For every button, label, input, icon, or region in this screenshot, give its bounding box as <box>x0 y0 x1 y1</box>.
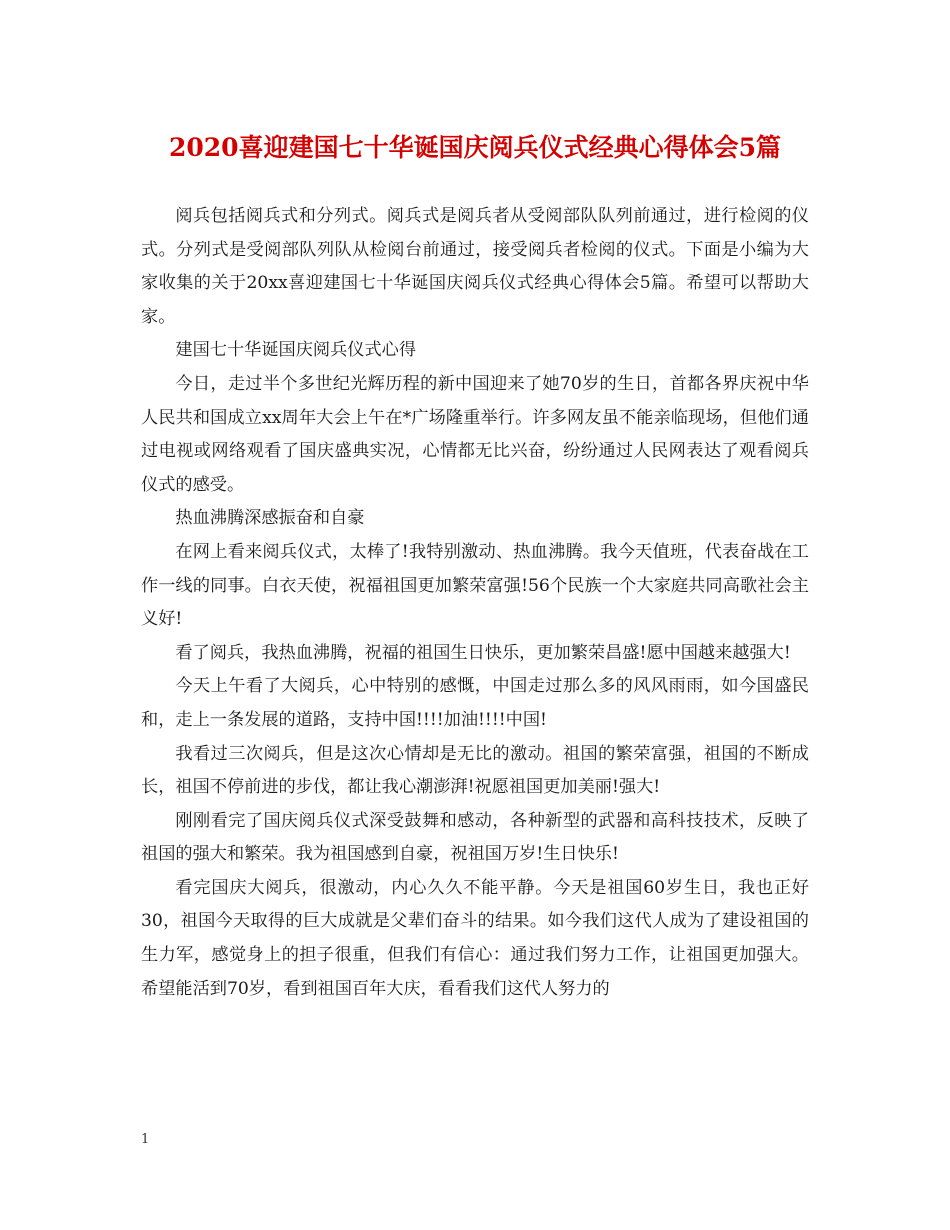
document-title: 2020喜迎建国七十华诞国庆阅兵仪式经典心得体会5篇 <box>169 133 781 162</box>
paragraph: 今日，走过半个多世纪光辉历程的新中国迎来了她70岁的生日，首都各界庆祝中华人民共和国成立xx周年大会上午在*广场隆重举行。许多网友虽不能亲临现场，但他们通过电视或网络观看了国庆盛典实况，心情都无比兴奋，纷纷通过人民网表达了观看阅兵仪式的感受。 <box>141 373 809 495</box>
page-number: 1 <box>141 1132 150 1147</box>
paragraph: 我看过三次阅兵，但是这次心情却是无比的激动。祖国的繁荣富强，祖国的不断成长，祖国不停前进的步伐，都让我心潮澎湃!祝愿祖国更加美丽!强大! <box>141 743 809 798</box>
document-body <box>141 200 809 1006</box>
paragraph: 阅兵包括阅兵式和分列式。阅兵式是阅兵者从受阅部队队列前通过，进行检阅的仪式。分列式是受阅部队列队从检阅台前通过，接受阅兵者检阅的仪式。下面是小编为大家收集的关于20xx喜迎建国七十华诞国庆阅兵仪式经典心得体会5篇。希望可以帮助大家。 <box>141 206 809 327</box>
paragraph: 在网上看来阅兵仪式，太棒了!我特别激动、热血沸腾。我今天值班，代表奋战在工作一线的同事。白衣天使，祝福祖国更加繁荣富强!56个民族一个大家庭共同高歌社会主义好! <box>141 541 809 630</box>
paragraph: 今天上午看了大阅兵，心中特别的感慨，中国走过那么多的风风雨雨，如今国盛民和，走上一条发展的道路，支持中国!!!!加油!!!!中国! <box>141 676 809 730</box>
section-heading: 热血沸腾深感振奋和自豪 <box>175 508 365 529</box>
section-heading: 建国七十华诞国庆阅兵仪式心得 <box>175 340 417 361</box>
paragraph: 看了阅兵，我热血沸腾，祝福的祖国生日快乐，更加繁荣昌盛!愿中国越来越强大! <box>175 642 791 663</box>
paragraph: 刚刚看完了国庆阅兵仪式深受鼓舞和感动，各种新型的武器和高科技技术，反映了祖国的强大和繁荣。我为祖国感到自豪，祝祖国万岁!生日快乐! <box>141 810 809 865</box>
paragraph: 看完国庆大阅兵，很激动，内心久久不能平静。今天是祖国60岁生日，我也正好30，祖国今天取得的巨大成就是父辈们奋斗的结果。如今我们这代人成为了建设祖国的生力军，感觉身上的担子很重，但我们有信心：通过我们努力工作，让祖国更加强大。希望能活到70岁，看到祖国百年大庆，看看我们这代人努力的 <box>141 877 809 999</box>
